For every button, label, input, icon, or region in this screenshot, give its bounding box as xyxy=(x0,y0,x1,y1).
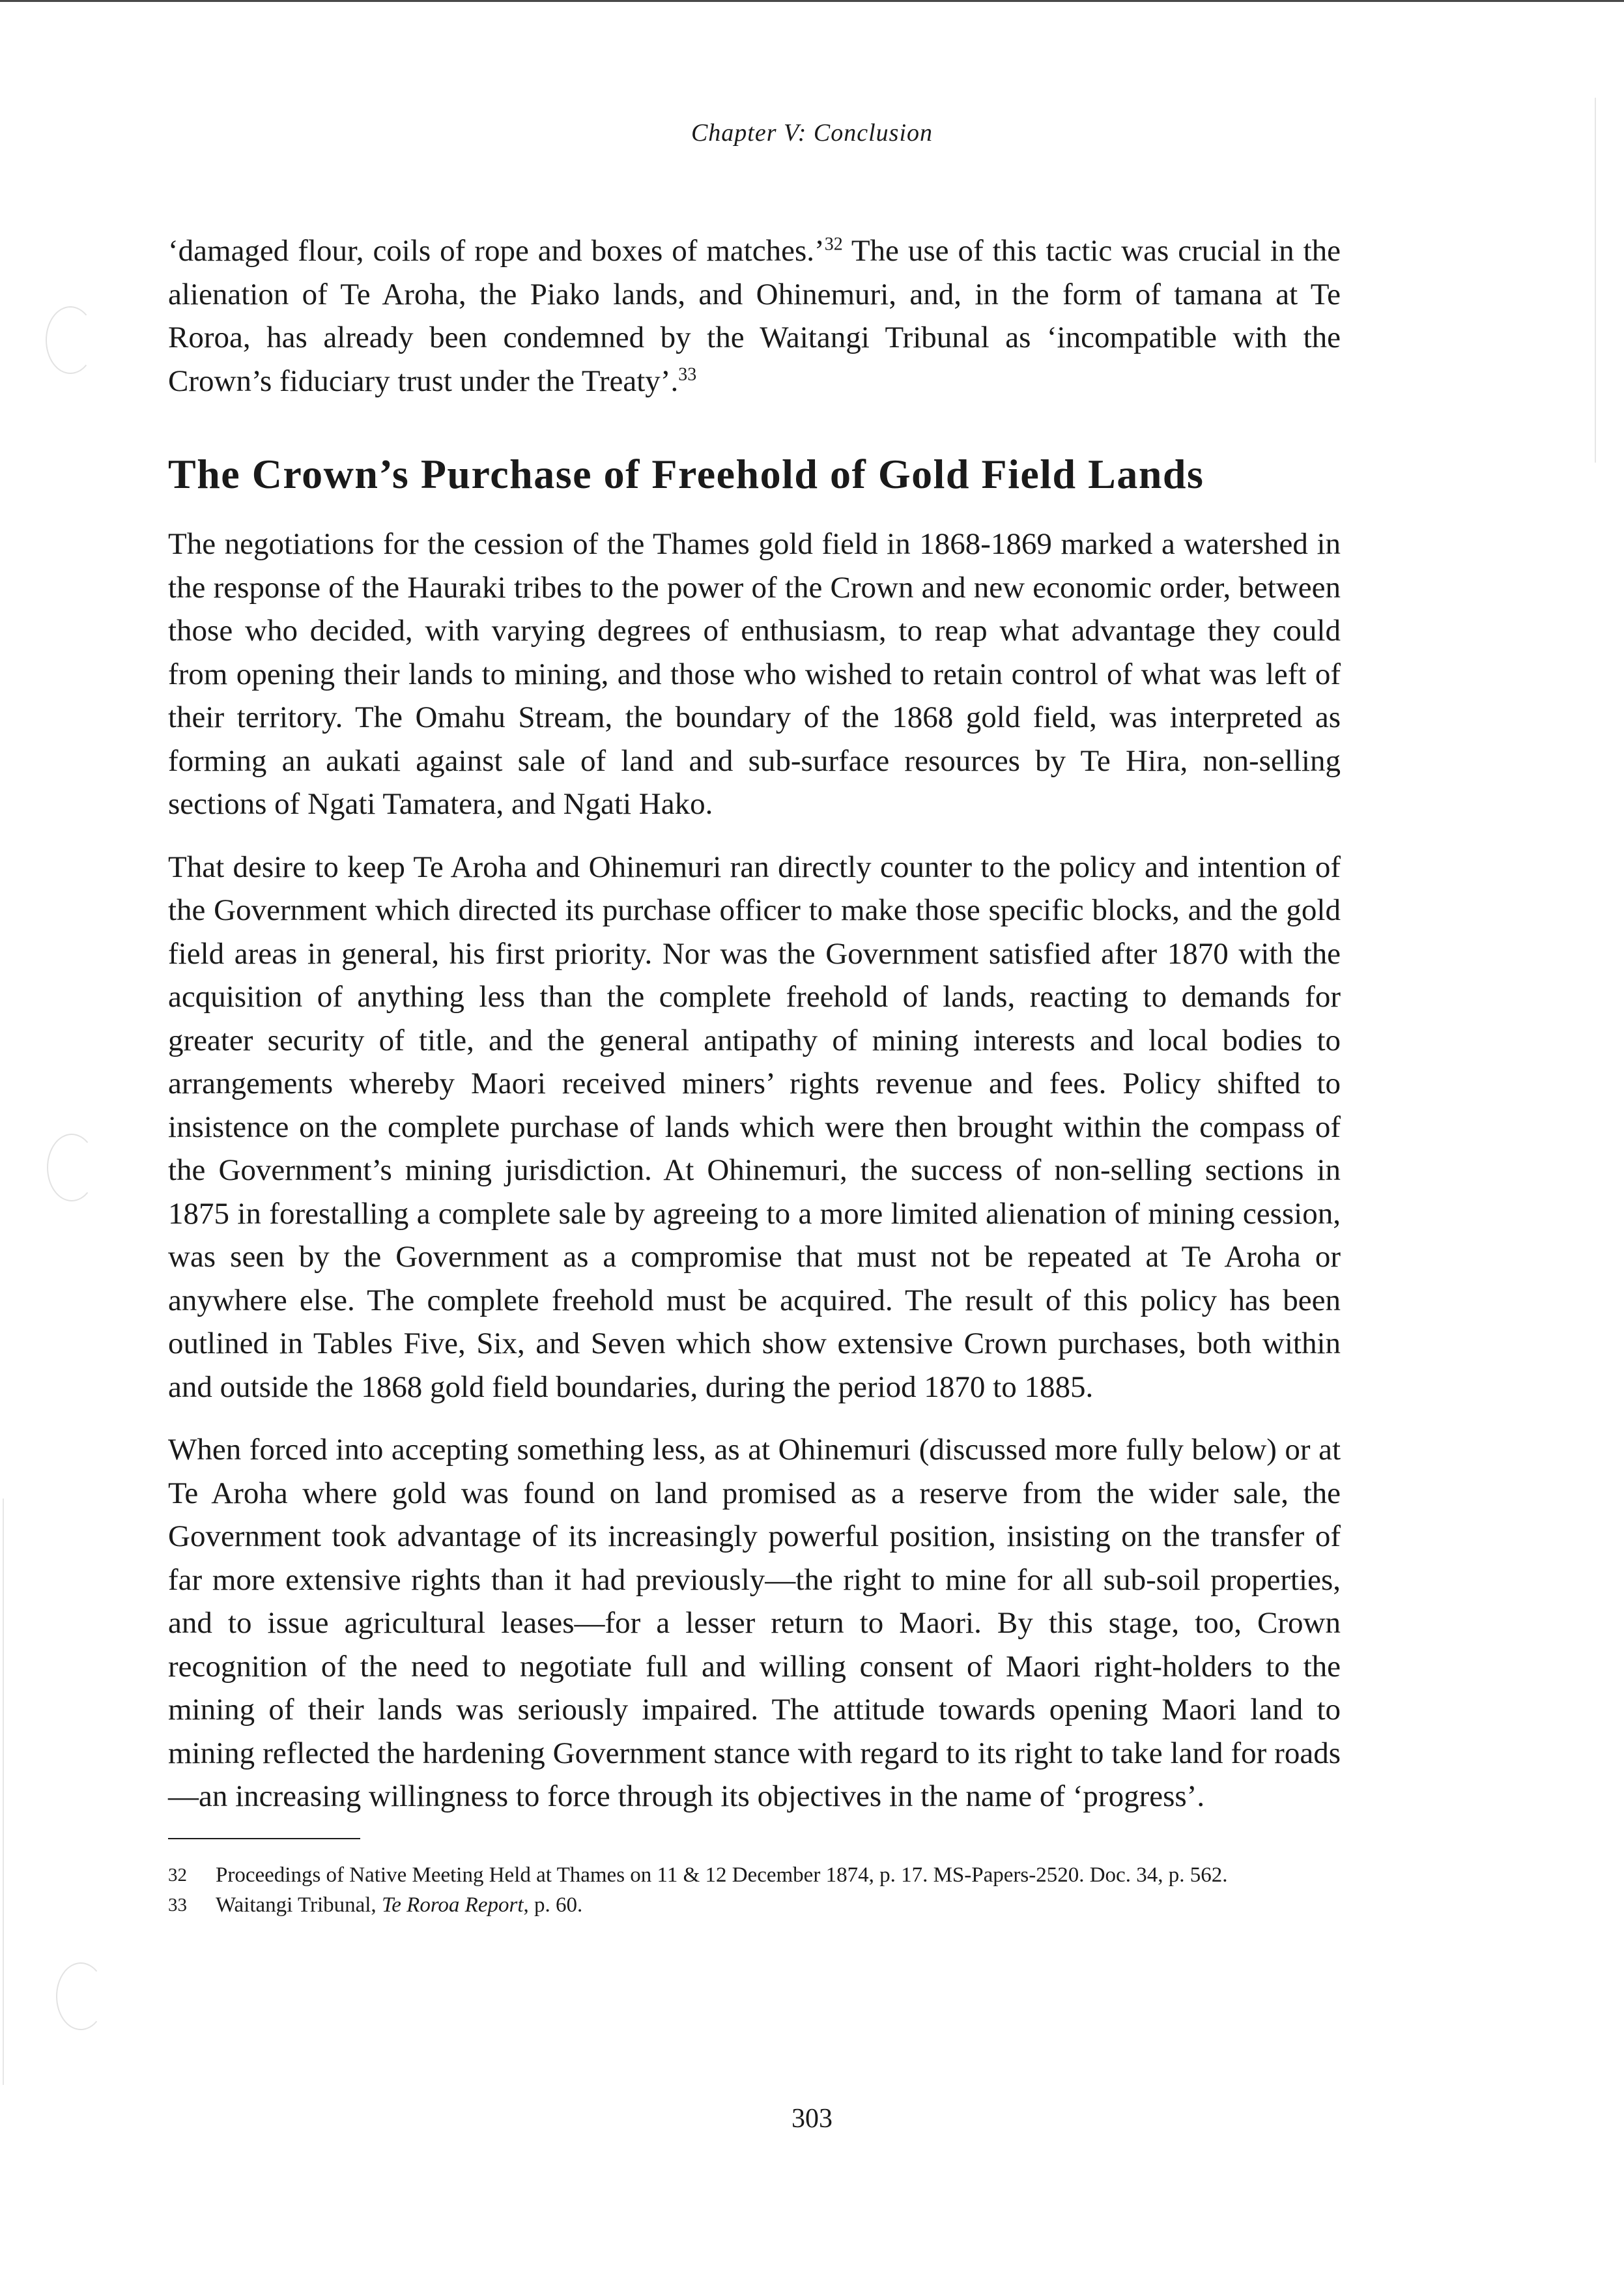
footnote xyxy=(168,1863,1341,1887)
punch-hole-mark xyxy=(56,1962,106,2030)
footnote-text xyxy=(216,1893,1341,1917)
body-text xyxy=(168,229,1341,1923)
scan-top-edge xyxy=(0,0,1624,2)
footnote xyxy=(168,1893,1341,1917)
footnote-cited-title: Te Roroa Report xyxy=(381,1893,524,1917)
footnote-text: Proceedings of Native Meeting Held at Thames on 11 & 12 December 1874, p. 17. MS-Papers-2520. Doc. 34, p. 562. xyxy=(216,1863,1228,1887)
page-number: 303 xyxy=(791,2104,833,2134)
paragraph-text: ‘damaged flour, coils of rope and boxes of matches.’ xyxy=(168,234,825,268)
footnote-number: 32 xyxy=(168,1864,187,1886)
footnote-text-part: , p. 60. xyxy=(523,1893,583,1917)
paragraph: The negotiations for the cession of the Thames gold field in 1868-1869 marked a watershed in the response of the Hauraki tribes to the power of the Crown and new economic order, between those who decided, with varying degrees of enthusiasm, to reap what advantage they could from opening their lands to mining, and those who wished to retain control of what was left of their territory. The Omahu Stream, the boundary of the 1868 gold field, was interpreted as forming an aukati against sale of land and sub-surface resources by Te Hira, non-selling sections of Ngati Tamatera, and Ngati Hako. xyxy=(168,527,1341,821)
footnote-reference[interactable]: 32 xyxy=(824,234,843,255)
paragraph: That desire to keep Te Aroha and Ohinemuri ran directly counter to the policy and intention of the Government which directed its purchase officer to make those specific blocks, and the gold field areas in general, his first priority. Nor was the Government satisfied after 1870 with the acquisition of anything less than the complete freehold of lands, reacting to demands for greater security of title, and the general antipathy of mining interests and local bodies to arrangements whereby Maori received miners’ rights revenue and fees. Policy shifted to insistence on the complete purchase of lands which were then brought within the compass of the Government’s mining jurisdiction. At Ohinemuri, the success of non-selling sections in 1875 in forestalling a complete sale by agreeing to a more limited alienation of mining cession, was seen by the Government as a compromise that must not be repeated at Te Aroha or anywhere else. The complete freehold must be acquired. The result of this policy has been outlined in Tables Five, Six, and Seven which show extensive Crown purchases, both within and outside the 1868 gold field boundaries, during the period 1870 to 1885. xyxy=(168,850,1341,1404)
scan-edge-mark xyxy=(3,1499,4,2085)
footnote-reference[interactable]: 33 xyxy=(678,364,697,384)
paragraph xyxy=(168,229,1341,403)
scan-edge-mark xyxy=(1595,98,1596,463)
punch-hole-mark xyxy=(46,306,95,374)
paragraph: When forced into accepting something less, as at Ohinemuri (discussed more fully below) or at Te Aroha where gold was found on land promised as a reserve from the wider sale, the Government took advantage of its increasingly powerful position, insisting on the transfer of far more extensive rights than it had previously—the right to mine for all sub-soil properties, and to issue agricultural leases—for a lesser return to Maori. By this stage, too, Crown recognition of the need to negotiate full and willing consent of Maori right-holders to the mining of their lands was seriously impaired. The attitude towards opening Maori land to mining reflected the hardening Government stance with regard to its right to take land for roads—an increasing willingness to force through its objectives in the name of ‘progress’. xyxy=(168,1433,1341,1813)
punch-hole-mark xyxy=(47,1134,96,1201)
running-head: Chapter V: Conclusion xyxy=(691,119,933,147)
footnote-number: 33 xyxy=(168,1894,187,1915)
paragraph-text: The use of this tactic was crucial in the alienation of Te Aroha, the Piako lands, and Ohinemuri, and, in the form of tamana at Te Roroa, has already been condemned by the Waitangi Tribunal as ‘incompatible with the Crown’s fiduciary trust under the Treaty’. xyxy=(168,234,1341,398)
footnote-divider xyxy=(168,1838,360,1839)
section-heading: The Crown’s Purchase of Freehold of Gold Field Lands xyxy=(168,451,1204,497)
footnote-text-part: Waitangi Tribunal, xyxy=(216,1893,382,1917)
